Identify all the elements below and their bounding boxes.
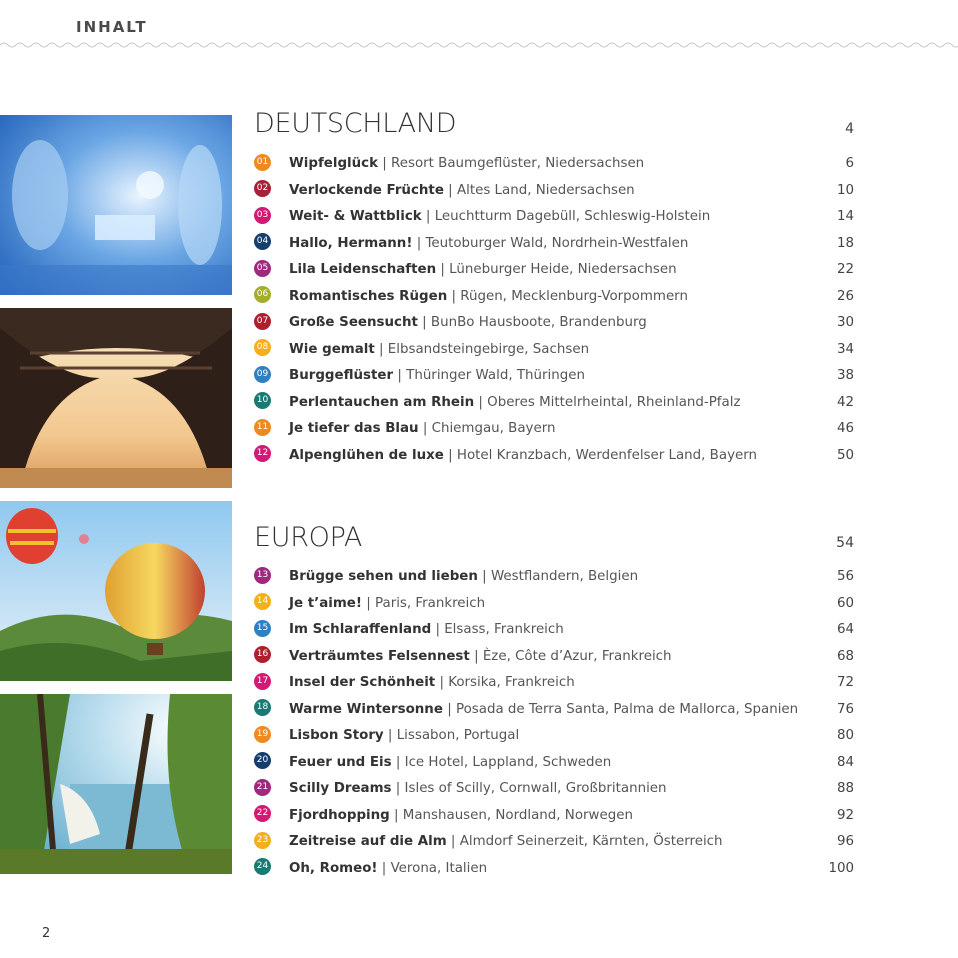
photo-chalk-cliffs — [0, 694, 232, 874]
entry-separator: | — [374, 341, 388, 357]
toc-entry[interactable] — [254, 670, 854, 697]
entry-title: Je t’aime! — [289, 595, 362, 611]
entry-page-number: 22 — [836, 262, 854, 277]
toc-entry[interactable] — [254, 443, 854, 470]
entry-page-number: 100 — [828, 860, 854, 876]
entry-location: Ice Hotel, Lappland, Schweden — [404, 754, 612, 770]
entry-location: Leuchtturm Dagebüll, Schleswig-Holstein — [434, 209, 711, 224]
entry-number-badge: 20 — [254, 752, 271, 769]
entry-separator: | — [383, 728, 397, 743]
entry-title: Fjordhopping — [289, 807, 390, 823]
entry-title: Lila Leidenschaften — [289, 262, 437, 277]
entry-title: Feuer und Eis — [289, 754, 392, 770]
toc-entry[interactable] — [254, 310, 854, 337]
toc-list-europa — [254, 564, 854, 882]
entry-location: Èze, Côte d’Azur, Frankreich — [482, 648, 672, 664]
photo-eiffel-tower — [0, 308, 232, 488]
entry-separator: | — [391, 754, 405, 770]
toc-entry[interactable] — [254, 337, 854, 364]
entry-location: Thüringer Wald, Thüringen — [406, 368, 585, 383]
entry-number-badge: 12 — [254, 445, 271, 462]
toc-entry[interactable] — [254, 723, 854, 750]
page-header-title: INHALT — [76, 18, 148, 36]
toc-entry[interactable] — [254, 617, 854, 644]
entry-number-badge: 09 — [254, 366, 271, 383]
entry-number-badge: 04 — [254, 233, 271, 250]
entry-location: Almdorf Seinerzeit, Kärnten, Österreich — [459, 834, 723, 849]
entry-separator: | — [474, 394, 488, 410]
entry-page-number: 88 — [836, 781, 854, 796]
entry-number-badge: 03 — [254, 207, 271, 224]
toc-entry[interactable] — [254, 231, 854, 258]
entry-location: Posada de Terra Santa, Palma de Mallorca, Spanien — [455, 701, 799, 717]
entry-separator: | — [391, 781, 405, 796]
toc-entry[interactable] — [254, 776, 854, 803]
entry-page-number: 68 — [836, 648, 854, 664]
entry-page-number: 76 — [836, 701, 854, 717]
entry-location: Rügen, Mecklenburg-Vorpommern — [460, 288, 688, 304]
toc-entry[interactable] — [254, 257, 854, 284]
entry-separator: | — [378, 156, 392, 171]
entry-page-number: 60 — [836, 595, 854, 611]
entry-number-badge: 16 — [254, 646, 271, 663]
entry-number-badge: 06 — [254, 286, 271, 303]
entry-number-badge: 02 — [254, 180, 271, 197]
section-title-europa: EUROPA — [254, 522, 363, 553]
entry-title: Warme Wintersonne — [289, 701, 443, 717]
entry-page-number: 42 — [836, 394, 854, 410]
entry-location: Lissabon, Portugal — [396, 728, 520, 743]
entry-page-number: 18 — [836, 235, 854, 251]
entry-number-badge: 05 — [254, 260, 271, 277]
section-page-deutschland: 4 — [845, 121, 854, 137]
entry-separator: | — [446, 834, 460, 849]
entry-location: Isles of Scilly, Cornwall, Großbritannien — [404, 781, 667, 796]
entry-title: Romantisches Rügen — [289, 288, 448, 304]
entry-title: Perlentauchen am Rhein — [289, 394, 475, 410]
entry-location: Lüneburger Heide, Niedersachsen — [449, 262, 677, 277]
entry-number-badge: 15 — [254, 620, 271, 637]
entry-separator: | — [443, 182, 457, 198]
toc-entry[interactable] — [254, 564, 854, 591]
entry-title: Oh, Romeo! — [289, 860, 378, 876]
entry-number-badge: 21 — [254, 779, 271, 796]
entry-location: Resort Baumgeflüster, Niedersachsen — [391, 156, 645, 171]
entry-number-badge: 17 — [254, 673, 271, 690]
entry-number-badge: 10 — [254, 392, 271, 409]
entry-page-number: 50 — [836, 447, 854, 463]
photo-hot-air-balloons — [0, 501, 232, 681]
entry-page-number: 10 — [836, 182, 854, 198]
toc-entry[interactable] — [254, 803, 854, 830]
entry-title: Brügge sehen und lieben — [289, 569, 478, 584]
entry-title: Burggeflüster — [289, 368, 394, 383]
entry-location: Hotel Kranzbach, Werdenfelser Land, Bayern — [456, 447, 757, 463]
photo-ice-hotel — [0, 115, 232, 295]
entry-separator: | — [442, 701, 456, 717]
entry-location: Teutoburger Wald, Nordrhein-Westfalen — [425, 235, 689, 251]
toc-entry[interactable] — [254, 644, 854, 671]
toc-list-deutschland — [254, 151, 854, 469]
entry-page-number: 56 — [836, 569, 854, 584]
entry-number-badge: 23 — [254, 832, 271, 849]
entry-title: Scilly Dreams — [289, 781, 392, 796]
toc-entry[interactable] — [254, 697, 854, 724]
entry-page-number: 72 — [836, 675, 854, 690]
entry-page-number: 34 — [836, 341, 854, 357]
entry-page-number: 46 — [836, 421, 854, 436]
entry-title: Hallo, Hermann! — [289, 235, 413, 251]
entry-number-badge: 08 — [254, 339, 271, 356]
entry-location: Paris, Frankreich — [375, 595, 486, 611]
toc-entry[interactable] — [254, 829, 854, 856]
entry-location: Manshausen, Nordland, Norwegen — [402, 807, 633, 823]
entry-title: Je tiefer das Blau — [289, 421, 419, 436]
entry-location: Altes Land, Niedersachsen — [456, 182, 635, 198]
entry-location: Chiemgau, Bayern — [431, 421, 556, 436]
entry-separator: | — [443, 447, 457, 463]
section-page-europa: 54 — [836, 535, 854, 551]
entry-page-number: 80 — [836, 728, 854, 743]
section-title-deutschland: DEUTSCHLAND — [254, 108, 457, 139]
toc-entry[interactable] — [254, 151, 854, 178]
entry-title: Alpenglühen de luxe — [289, 447, 444, 463]
entry-page-number: 30 — [836, 315, 854, 330]
entry-separator: | — [436, 262, 450, 277]
entry-number-badge: 14 — [254, 593, 271, 610]
toc-entry[interactable] — [254, 591, 854, 618]
entry-title: Große Seensucht — [289, 315, 418, 330]
entry-page-number: 64 — [836, 622, 854, 637]
entry-separator: | — [393, 368, 407, 383]
entry-title: Insel der Schönheit — [289, 675, 436, 690]
entry-separator: | — [389, 807, 403, 823]
entry-separator: | — [418, 421, 432, 436]
entry-number-badge: 22 — [254, 805, 271, 822]
entry-location: Oberes Mittelrheintal, Rheinland-Pfalz — [487, 394, 741, 410]
toc-entry[interactable] — [254, 204, 854, 231]
toc-entry[interactable] — [254, 856, 854, 883]
entry-number-badge: 11 — [254, 419, 271, 436]
entry-page-number: 92 — [836, 807, 854, 823]
toc-entry[interactable] — [254, 416, 854, 443]
entry-title: Wie gemalt — [289, 341, 375, 357]
entry-separator: | — [431, 622, 445, 637]
entry-location: Westflandern, Belgien — [490, 569, 639, 584]
entry-title: Weit- & Wattblick — [289, 209, 422, 224]
entry-number-badge: 13 — [254, 567, 271, 584]
entry-separator: | — [477, 569, 491, 584]
entry-number-badge: 07 — [254, 313, 271, 330]
footer-page-number: 2 — [42, 926, 51, 941]
entry-separator: | — [421, 209, 435, 224]
wavy-divider — [0, 38, 958, 52]
entry-page-number: 38 — [836, 368, 854, 383]
entry-title: Lisbon Story — [289, 728, 384, 743]
entry-number-badge: 19 — [254, 726, 271, 743]
entry-separator: | — [377, 860, 391, 876]
entry-page-number: 14 — [836, 209, 854, 224]
entry-page-number: 26 — [836, 288, 854, 304]
entry-separator: | — [417, 315, 431, 330]
entry-title: Zeitreise auf die Alm — [289, 834, 447, 849]
entry-location: Korsika, Frankreich — [448, 675, 575, 690]
entry-location: Verona, Italien — [390, 860, 488, 876]
toc-entry[interactable] — [254, 390, 854, 417]
toc-entry[interactable] — [254, 363, 854, 390]
entry-separator: | — [447, 288, 461, 304]
entry-separator: | — [469, 648, 483, 664]
entry-page-number: 6 — [845, 156, 854, 171]
entry-title: Im Schlaraffenland — [289, 622, 432, 637]
entry-number-badge: 18 — [254, 699, 271, 716]
entry-title: Verlockende Früchte — [289, 182, 444, 198]
entry-separator: | — [435, 675, 449, 690]
entry-separator: | — [361, 595, 376, 611]
entry-number-badge: 01 — [254, 154, 271, 171]
entry-number-badge: 24 — [254, 858, 271, 875]
entry-location: Elbsandsteingebirge, Sachsen — [387, 341, 590, 357]
entry-location: Elsass, Frankreich — [444, 622, 564, 637]
entry-separator: | — [412, 235, 426, 251]
toc-entry[interactable] — [254, 750, 854, 777]
entry-title: Wipfelglück — [289, 156, 378, 171]
toc-entry[interactable] — [254, 178, 854, 205]
entry-location: BunBo Hausboote, Brandenburg — [430, 315, 647, 330]
entry-page-number: 96 — [836, 834, 854, 849]
entry-page-number: 84 — [836, 754, 854, 770]
toc-entry[interactable] — [254, 284, 854, 311]
entry-title: Verträumtes Felsennest — [289, 648, 470, 664]
